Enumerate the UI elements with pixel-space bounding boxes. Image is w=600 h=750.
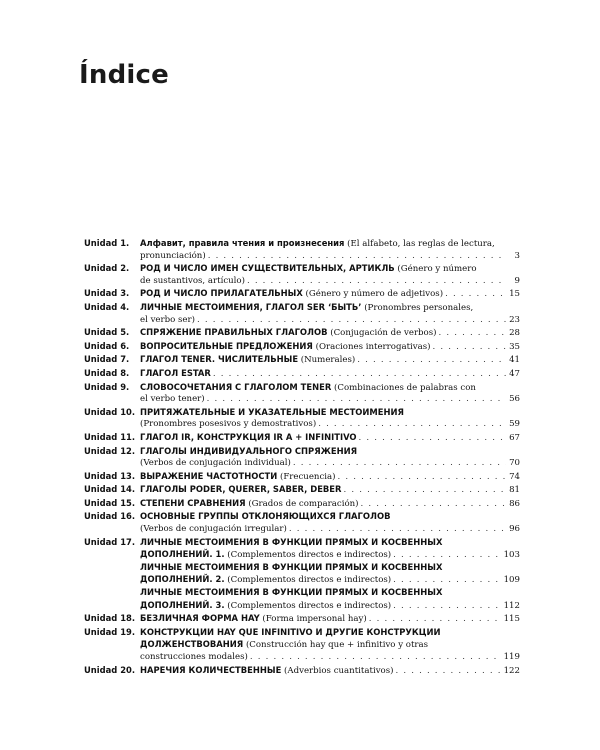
page-title: Índice [79, 60, 169, 90]
toc-entry-body [140, 238, 520, 261]
toc-title-ru: ГЛАГОЛЫ PODER, QUERER, SABER, DEBER [140, 484, 342, 495]
toc-title-ru: ВЫРАЖЕНИЕ ЧАСТОТНОСТИ [140, 470, 278, 481]
toc-line [140, 238, 520, 250]
toc-line [140, 471, 520, 483]
toc-entry [84, 471, 520, 483]
toc-entry-body [140, 511, 520, 534]
toc-entry-body [140, 446, 520, 469]
toc-title-ru: Алфавит, правила чтения и произнесения [140, 238, 345, 248]
toc-line [140, 419, 520, 430]
toc-title-ru: РОД И ЧИСЛО ПРИЛАГАТЕЛЬНЫХ [140, 288, 303, 299]
toc-title-ru: КОНСТРУКЦИИ HAY QUE INFINITIVO И ДРУГИЕ КОНСТРУКЦИИ [140, 626, 441, 637]
toc-entry [84, 238, 520, 261]
toc-line [140, 327, 520, 339]
toc-unit-label: Unidad 9. [84, 381, 130, 392]
toc-title-es: (El alfabeto, las reglas de lectura, [344, 239, 495, 249]
toc-entry-body [140, 382, 520, 405]
toc-unit-label: Unidad 6. [84, 340, 130, 351]
toc-entry-body [140, 407, 520, 430]
page-number: 109 [503, 575, 520, 586]
toc-line [140, 613, 520, 625]
toc-entry-body [140, 613, 520, 625]
toc-line [140, 639, 520, 651]
toc-line [140, 600, 520, 612]
toc-entry [84, 302, 520, 325]
toc-unit-label: Unidad 1. [84, 238, 130, 248]
toc-entry-body [140, 537, 520, 612]
leader-dots [213, 369, 506, 380]
toc-line [140, 302, 520, 314]
toc-entry-body [140, 498, 520, 510]
toc-title-es: (Género y número de adjetivos) [302, 289, 444, 300]
toc-line [140, 537, 520, 549]
toc-line [140, 562, 520, 574]
page-number: 122 [503, 665, 520, 676]
page-number: 59 [509, 419, 520, 430]
toc-entry [84, 498, 520, 510]
toc-entry [84, 537, 520, 612]
toc-title-ru: СЛОВОСОЧЕТАНИЯ С ГЛАГОЛОМ TENER [140, 381, 332, 392]
toc-entry [84, 432, 520, 444]
toc-title-es: (Género y número [394, 264, 477, 275]
page-number: 81 [509, 485, 520, 496]
toc-unit-label: Unidad 7. [84, 354, 130, 365]
toc-entry-body [140, 263, 520, 286]
toc-entry [84, 354, 520, 366]
toc-title-ru: ГЛАГОЛ TENER. ЧИСЛИТЕЛЬНЫЕ [140, 354, 299, 365]
leader-dots [369, 614, 502, 625]
page-number: 74 [509, 471, 520, 482]
toc-line [140, 394, 520, 405]
toc-line [140, 251, 520, 262]
leader-dots [393, 550, 501, 561]
toc-title-es: (Oraciones interrogativas) [312, 341, 431, 352]
toc-entry [84, 288, 520, 300]
toc-entry-body [140, 484, 520, 496]
toc-unit-label: Unidad 18. [84, 613, 136, 624]
toc-line [140, 511, 520, 523]
toc-title-ru: ДОПОЛНЕНИЙ. 2. [140, 574, 225, 585]
page-number: 9 [514, 275, 520, 286]
toc-title-es: (Combinaciones de palabras con [331, 382, 476, 393]
toc-title-es: (Verbos de conjugación irregular) [140, 524, 287, 535]
toc-unit-label: Unidad 8. [84, 367, 130, 378]
toc-line [140, 368, 520, 380]
toc-title-ru: ДОПОЛНЕНИЙ. 3. [140, 599, 225, 610]
toc-title-ru: ВОПРОСИТЕЛЬНЫЕ ПРЕДЛОЖЕНИЯ [140, 340, 313, 351]
toc-line [140, 446, 520, 458]
toc-title-es: (Frecuencia) [277, 471, 336, 482]
leader-dots [445, 289, 506, 300]
page-number: 35 [509, 341, 520, 352]
toc-title-es: (Complementos directos e indirectos) [224, 600, 392, 611]
leader-dots [338, 472, 507, 483]
toc-entry-body [140, 288, 520, 300]
toc-entry-body [140, 471, 520, 483]
toc-title-es: construcciones modales) [140, 652, 248, 662]
table-of-contents [84, 238, 520, 678]
toc-line [140, 665, 520, 677]
toc-entry [84, 382, 520, 405]
page-number: 96 [509, 524, 520, 535]
leader-dots [361, 499, 506, 510]
toc-entry-body [140, 302, 520, 325]
leader-dots [207, 394, 506, 405]
toc-unit-label: Unidad 15. [84, 497, 136, 508]
toc-entry-body [140, 354, 520, 366]
toc-line [140, 276, 520, 287]
toc-line [140, 652, 520, 663]
toc-title-ru: ЛИЧНЫЕ МЕСТОИМЕНИЯ, ГЛАГОЛ SER ‘БЫТЬ’ [140, 301, 362, 312]
page-number: 70 [509, 458, 520, 469]
toc-title-es: (Pronombres personales, [361, 302, 474, 313]
toc-title-es: el verbo tener) [140, 394, 205, 405]
toc-unit-label: Unidad 19. [84, 626, 136, 637]
leader-dots [197, 315, 506, 326]
toc-line [140, 354, 520, 366]
toc-unit-label: Unidad 10. [84, 406, 136, 417]
toc-unit-label: Unidad 5. [84, 327, 130, 338]
page-number: 47 [509, 368, 520, 379]
toc-title-ru: ПРИТЯЖАТЕЛЬНЫЕ И УКАЗАТЕЛЬНЫЕ МЕСТОИМЕНИЯ [140, 406, 404, 417]
toc-unit-label: Unidad 3. [84, 288, 130, 299]
toc-entry-body [140, 368, 520, 380]
toc-entry-body [140, 665, 520, 677]
leader-dots [247, 276, 506, 287]
toc-unit-label: Unidad 14. [84, 484, 136, 495]
toc-title-ru: СПРЯЖЕНИЕ ПРАВИЛЬНЫХ ГЛАГОЛОВ [140, 327, 328, 338]
toc-line [140, 549, 520, 561]
toc-title-es: (Grados de comparación) [245, 498, 359, 509]
toc-title-ru: НАРЕЧИЯ КОЛИЧЕСТВЕННЫЕ [140, 664, 282, 675]
toc-line [140, 432, 520, 444]
toc-title-ru: СТЕПЕНИ СРАВНЕНИЯ [140, 497, 246, 508]
toc-title-ru: ОСНОВНЫЕ ГРУППЫ ОТКЛОНЯЮЩИХСЯ ГЛАГОЛОВ [140, 511, 391, 522]
toc-entry [84, 341, 520, 353]
toc-entry [84, 484, 520, 496]
leader-dots [357, 355, 506, 366]
toc-entry [84, 407, 520, 430]
toc-entry [84, 627, 520, 663]
toc-title-es: (Adverbios cuantitativos) [281, 665, 394, 676]
leader-dots [318, 419, 506, 430]
toc-unit-label: Unidad 11. [84, 431, 136, 442]
toc-title-ru: БЕЗЛИЧНАЯ ФОРМА HAY [140, 613, 260, 624]
leader-dots [433, 342, 506, 353]
leader-dots [208, 251, 506, 262]
leader-dots [393, 575, 501, 586]
toc-unit-label: Unidad 4. [84, 301, 130, 312]
toc-line [140, 288, 520, 300]
page-number: 86 [509, 498, 520, 509]
toc-entry [84, 511, 520, 534]
toc-line [140, 524, 520, 535]
toc-entry [84, 327, 520, 339]
leader-dots [395, 666, 501, 677]
leader-dots [250, 652, 502, 663]
toc-line [140, 574, 520, 586]
toc-title-es: (Complementos directos e indirectos) [224, 575, 392, 586]
toc-entry [84, 446, 520, 469]
page-number: 119 [503, 652, 520, 662]
toc-entry-body [140, 341, 520, 353]
leader-dots [393, 601, 501, 612]
page-number: 112 [503, 600, 520, 611]
toc-unit-label: Unidad 12. [84, 445, 136, 456]
leader-dots [293, 458, 506, 469]
toc-title-es: (Conjugación de verbos) [327, 328, 437, 339]
toc-title-ru: ГЛАГОЛ IR, КОНСТРУКЦИЯ IR A + INFINITIVO [140, 431, 357, 442]
toc-title-es: (Complementos directos e indirectos) [224, 550, 392, 561]
toc-title-es: el verbo ser) [140, 314, 195, 325]
leader-dots [343, 485, 506, 496]
toc-entry-body [140, 327, 520, 339]
toc-unit-label: Unidad 20. [84, 664, 136, 675]
page-number: 103 [503, 550, 520, 561]
page-number: 56 [509, 394, 520, 405]
toc-title-ru: ЛИЧНЫЕ МЕСТОИМЕНИЯ В ФУНКЦИИ ПРЯМЫХ И КОСВЕННЫХ [140, 536, 443, 547]
toc-entry-body [140, 432, 520, 444]
leader-dots [359, 433, 506, 444]
toc-title-es: (Numerales) [298, 355, 356, 366]
toc-unit-label: Unidad 17. [84, 536, 136, 547]
toc-line [140, 315, 520, 326]
toc-title-ru: ГЛАГОЛ ESTAR [140, 367, 211, 378]
page-number: 3 [514, 250, 520, 261]
page-number: 41 [509, 355, 520, 366]
leader-dots [289, 524, 506, 535]
toc-title-es: pronunciación) [140, 250, 206, 261]
page-number: 15 [509, 289, 520, 300]
toc-entry [84, 263, 520, 286]
toc-title-es: (Verbos de conjugación individual) [140, 458, 291, 469]
toc-unit-label: Unidad 2. [84, 263, 130, 274]
page-number: 28 [509, 328, 520, 339]
toc-line [140, 382, 520, 394]
toc-title-es: (Pronombres posesivos y demostrativos) [140, 419, 317, 430]
toc-line [140, 484, 520, 496]
toc-entry [84, 368, 520, 380]
page-number: 67 [509, 432, 520, 443]
toc-title-ru: ДОЛЖЕНСТВОВАНИЯ [140, 639, 244, 650]
toc-title-es: (Forma impersonal hay) [259, 614, 367, 625]
toc-entry [84, 665, 520, 677]
page-number: 23 [509, 314, 520, 325]
toc-title-ru: ДОПОЛНЕНИЙ. 1. [140, 549, 225, 560]
toc-line [140, 458, 520, 469]
toc-title-ru: ЛИЧНЫЕ МЕСТОИМЕНИЯ В ФУНКЦИИ ПРЯМЫХ И КОСВЕННЫХ [140, 587, 443, 598]
toc-unit-label: Unidad 16. [84, 511, 136, 522]
toc-title-ru: ГЛАГОЛЫ ИНДИВИДУАЛЬНОГО СПРЯЖЕНИЯ [140, 445, 358, 456]
toc-title-es: de sustantivos, artículo) [140, 275, 245, 286]
toc-entry [84, 613, 520, 625]
toc-title-es: (Construcción hay que + infinitivo y otras [243, 640, 429, 651]
toc-line [140, 627, 520, 639]
toc-line [140, 341, 520, 353]
toc-title-ru: ЛИЧНЫЕ МЕСТОИМЕНИЯ В ФУНКЦИИ ПРЯМЫХ И КОСВЕННЫХ [140, 561, 443, 572]
toc-title-ru: РОД И ЧИСЛО ИМЕН СУЩЕСТВИТЕЛЬНЫХ, АРТИКЛЬ [140, 263, 395, 274]
toc-line [140, 263, 520, 275]
toc-entry-body [140, 627, 520, 663]
toc-unit-label: Unidad 13. [84, 470, 136, 481]
toc-line [140, 407, 520, 419]
toc-line [140, 587, 520, 599]
leader-dots [438, 328, 506, 339]
page-number: 115 [503, 614, 520, 625]
toc-line [140, 498, 520, 510]
